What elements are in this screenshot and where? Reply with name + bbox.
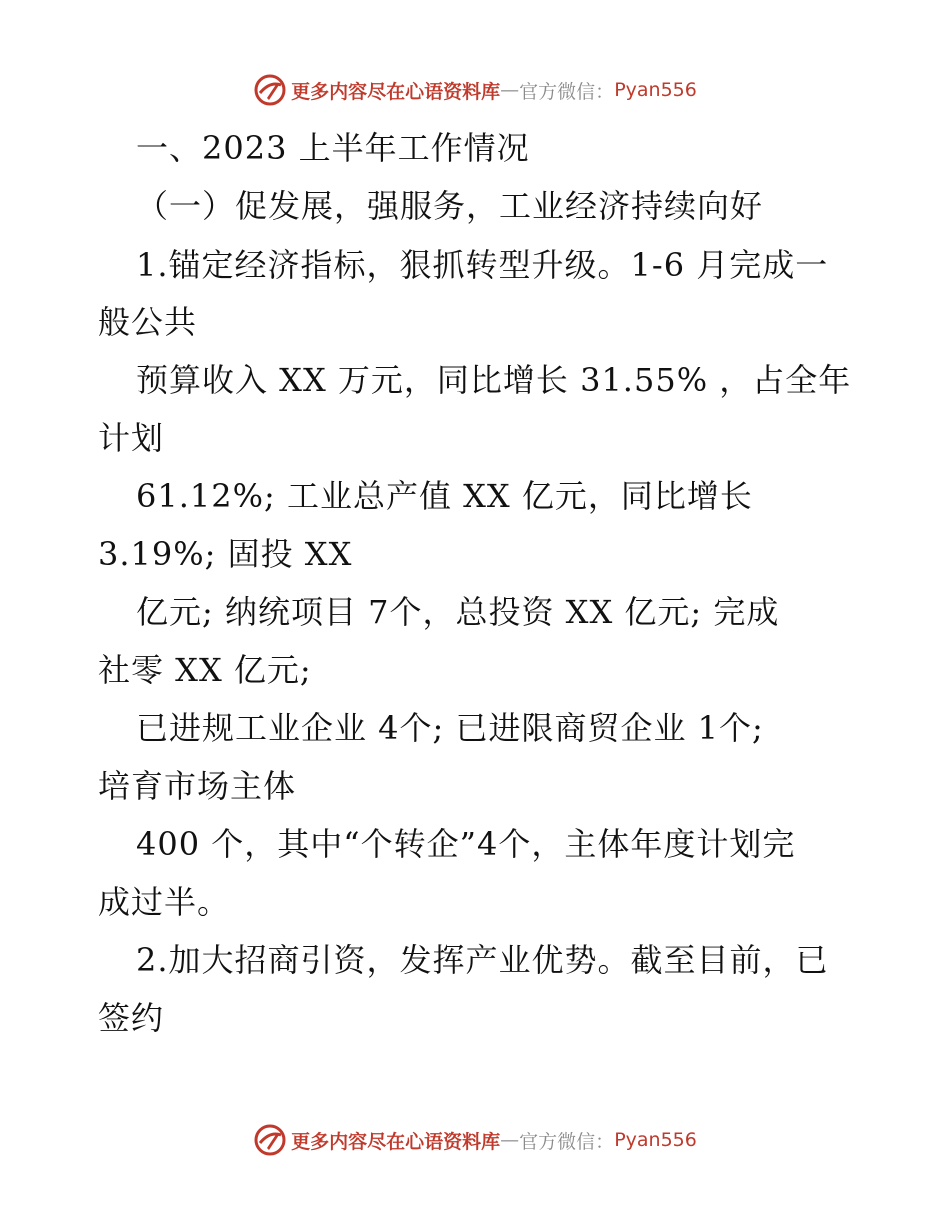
paragraph-line: 签约 (98, 999, 165, 1037)
watermark-text: 更多内容尽在心语资料库 (291, 1130, 501, 1153)
watermark-separator: — (500, 79, 520, 101)
watermark-footer (0, 1120, 950, 1160)
watermark-label: 官方微信： (519, 80, 615, 103)
section-heading: 一、2023 上半年工作情况 (136, 129, 530, 167)
logo-icon (253, 1123, 287, 1157)
paragraph-line: 已进规工业企业 4个; 已进限商贸企业 1个; (136, 709, 764, 747)
paragraph-line: 成过半。 (98, 883, 231, 921)
paragraph-line: 3.19%; 固投 XX (98, 535, 353, 573)
paragraph-line: 社零 XX 亿元; (98, 651, 312, 689)
watermark-label: 官方微信： (519, 1130, 615, 1153)
section-subheading: （一）促发展，强服务，工业经济持续向好 (136, 187, 764, 225)
paragraph-line: 预算收入 XX 万元，同比增长 31.55% ，占全年 (136, 361, 852, 399)
paragraph-line: 亿元; 纳统项目 7个，总投资 XX 亿元; 完成 (136, 593, 780, 631)
paragraph-line: 计划 (98, 419, 165, 457)
watermark-separator: — (500, 1129, 520, 1151)
paragraph-line: 培育市场主体 (98, 767, 297, 805)
watermark-text: 更多内容尽在心语资料库 (291, 80, 501, 103)
paragraph-line: 2.加大招商引资，发挥产业优势。截至目前，已 (136, 941, 829, 979)
watermark-handle: Pyan556 (614, 1129, 697, 1151)
watermark-handle: Pyan556 (614, 79, 697, 101)
paragraph-line: 1.锚定经济指标，狠抓转型升级。1-6 月完成一 (136, 246, 829, 284)
paragraph-line: 61.12%; 工业总产值 XX 亿元，同比增长 (136, 477, 753, 515)
paragraph-line: 般公共 (98, 303, 198, 341)
paragraph-line: 400 个，其中“个转企”4个，主体年度计划完 (136, 825, 796, 863)
